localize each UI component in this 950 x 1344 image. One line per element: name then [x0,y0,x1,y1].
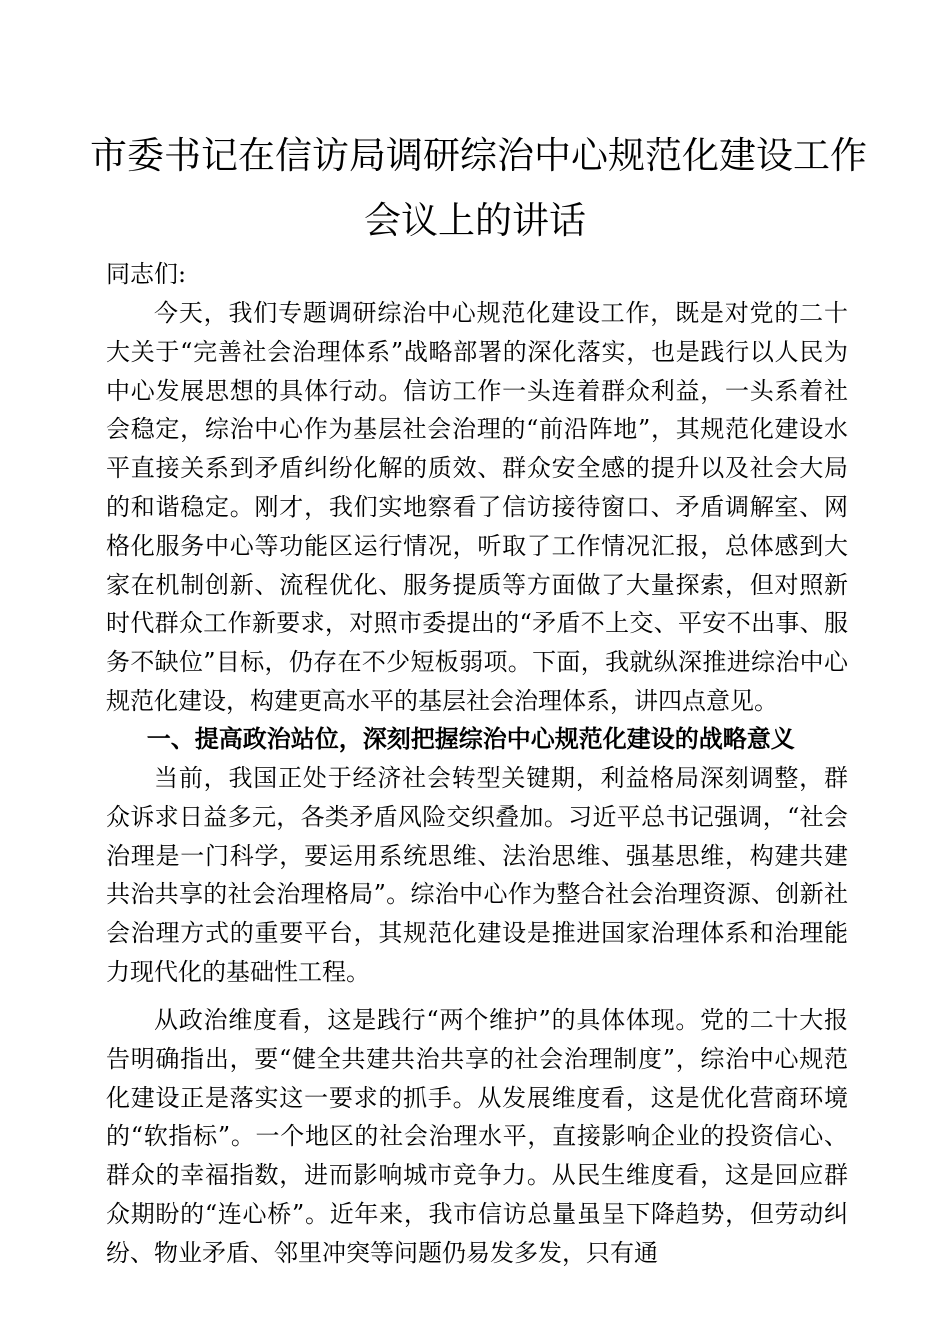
greeting: 同志们: [106,260,187,288]
paragraph-section1-2: 从政治维度看，这是践行“两个维护”的具体体现。党的二十大报告明确指出，要“健全共建共治共享的社会治理制度”，综治中心规范化建设正是落实这一要求的抓手。从发展维度看，这是优化营商环境的“软指标”。一个地区的社会治理水平，直接影响企业的投资信心、群众的幸福指数，进而影响城市竞争力。从民生维度看，这是回应群众期盼的“连心桥”。近年来，我市信访总量虽呈下降趋势，但劳动纠纷、物业矛盾、邻里冲突等问题仍易发多发，只有通 [106,1006,848,1267]
document-title-line-1: 市委书记在信访局调研综治中心规范化建设工作 [90,134,867,177]
paragraph-intro: 今天，我们专题调研综治中心规范化建设工作，既是对党的二十大关于“完善社会治理体系”战略部署的深化落实，也是践行以人民为中心发展思想的具体行动。信访工作一头连着群众利益，一头系着社会稳定，综治中心作为基层社会治理的“前沿阵地”，其规范化建设水平直接关系到矛盾纠纷化解的质效、群众安全感的提升以及社会大局的和谐稳定。刚才，我们实地察看了信访接待窗口、矛盾调解室、网格化服务中心等功能区运行情况，听取了工作情况汇报，总体感到大家在机制创新、流程优化、服务提质等方面做了大量探索，但对照新时代群众工作新要求，对照市委提出的“矛盾不上交、平安不出事、服务不缺位”目标，仍存在不少短板弱项。下面，我就纵深推进综治中心规范化建设，构建更高水平的基层社会治理体系，讲四点意见。 [106,299,848,715]
paragraph-section1-1: 当前，我国正处于经济社会转型关键期，利益格局深刻调整，群众诉求日益多元，各类矛盾风险交织叠加。习近平总书记强调，“社会治理是一门科学，要运用系统思维、法治思维、强基思维，构建共建共治共享的社会治理格局”。综治中心作为整合社会治理资源、创新社会治理方式的重要平台，其规范化建设是推进国家治理体系和治理能力现代化的基础性工程。 [106,764,848,986]
document-title-line-2: 会议上的讲话 [364,199,586,242]
section-heading-1: 一、提高政治站位，深刻把握综治中心规范化建设的战略意义 [146,725,795,753]
